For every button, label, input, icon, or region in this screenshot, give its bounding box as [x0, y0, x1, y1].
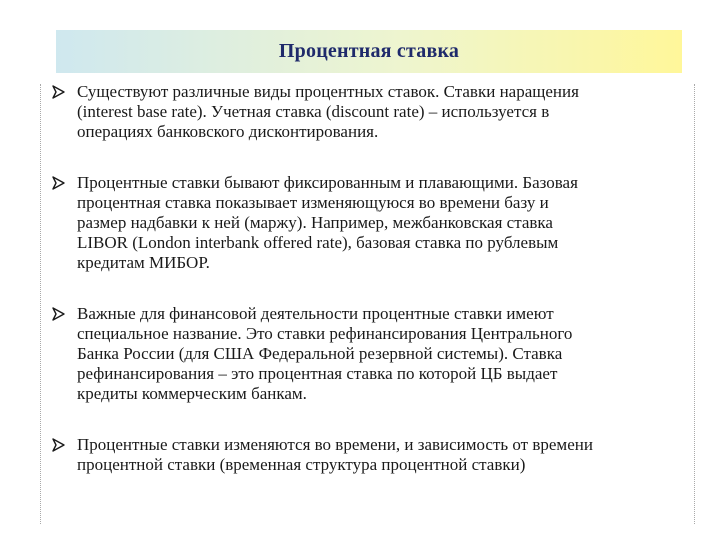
bullet-line: специальное название. Это ставки рефинансирования Центрального [77, 324, 573, 343]
left-dotted-border [40, 84, 41, 524]
bullet-item-2 [52, 173, 688, 273]
bullet-line: процентной ставки (временная структура процентной ставки) [77, 455, 526, 474]
slide-title: Процентная ставка [278, 40, 460, 62]
arrowhead-bullet-icon [52, 435, 68, 455]
bullet-line: кредитам МИБОР. [77, 253, 210, 272]
arrowhead-bullet-icon [52, 82, 68, 102]
bullet-line: Процентные ставки изменяются во времени, и зависимость от времени [77, 435, 593, 454]
bullet-line: рефинансирования – это процентная ставка по которой ЦБ выдает [77, 364, 558, 383]
slide-content [52, 82, 688, 505]
bullet-line: кредиты коммерческим банкам. [77, 384, 307, 403]
bullet-line: Банка России (для США Федеральной резервной системы). Ставка [77, 344, 563, 363]
bullet-item-4 [52, 435, 688, 475]
bullet-line: Существуют различные виды процентных ставок. Ставки наращения [77, 82, 579, 101]
right-dotted-border [694, 84, 695, 524]
bullet-item-1 [52, 82, 688, 142]
title-bar [56, 30, 682, 73]
bullet-line: LIBOR (London interbank offered rate), базовая ставка по рублевым [77, 233, 559, 252]
bullet-line: размер надбавки к ней (маржу). Например, межбанковская ставка [77, 213, 553, 232]
arrowhead-bullet-icon [52, 173, 68, 193]
bullet-line: (interest base rate). Учетная ставка (discount rate) – используется в [77, 102, 550, 121]
bullet-line: Процентные ставки бывают фиксированным и плавающими. Базовая [77, 173, 578, 192]
bullet-line: операциях банковского дисконтирования. [77, 122, 379, 141]
arrowhead-bullet-icon [52, 304, 68, 324]
bullet-line: Важные для финансовой деятельности процентные ставки имеют [77, 304, 554, 323]
bullet-line: процентная ставка показывает изменяющуюся во времени базу и [77, 193, 549, 212]
bullet-item-3 [52, 304, 688, 404]
